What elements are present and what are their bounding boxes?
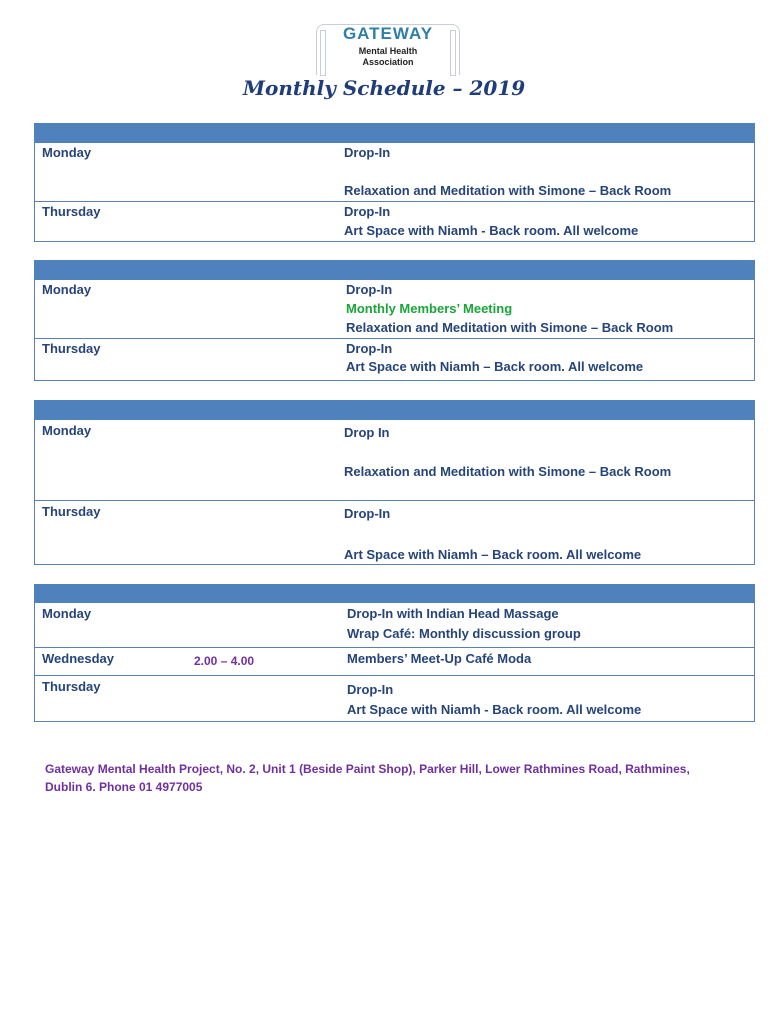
block-header-bar xyxy=(34,260,755,280)
row-activity: Wrap Café: Monthly discussion group xyxy=(347,626,581,641)
row-activity-highlight: Monthly Members’ Meeting xyxy=(346,301,513,316)
row-activity: Relaxation and Meditation with Simone – Back Room xyxy=(344,183,672,198)
row-activity: Art Space with Niamh - Back room. All welcome xyxy=(347,702,642,717)
row-activity: Art Space with Niamh - Back room. All welcome xyxy=(344,223,639,238)
footer-address xyxy=(45,760,735,796)
row-activity: Drop-In with Indian Head Massage xyxy=(347,606,559,621)
table-row xyxy=(34,676,755,722)
row-activity: Art Space with Niamh – Back room. All welcome xyxy=(344,547,642,562)
table-row xyxy=(34,143,755,202)
block-header-bar xyxy=(34,584,755,603)
footer-line: Gateway Mental Health Project, No. 2, Unit 1 (Beside Paint Shop), Parker Hill, Lower Rathmines Road, Rathmines, xyxy=(45,762,690,776)
logo-subtitle-line2: Association xyxy=(362,57,414,67)
row-activity: Drop-In xyxy=(344,204,391,219)
row-activity: Drop In xyxy=(344,425,390,440)
row-day: Thursday xyxy=(42,679,101,694)
row-day: Monday xyxy=(42,606,92,621)
table-row xyxy=(34,420,755,501)
row-activity: Drop-In xyxy=(344,506,391,521)
page-title: Monthly Schedule – 2019 xyxy=(242,76,526,100)
footer-line: Dublin 6. Phone 01 4977005 xyxy=(45,780,203,794)
row-day: Thursday xyxy=(42,341,101,356)
row-day: Wednesday xyxy=(42,651,115,666)
row-activity: Drop-In xyxy=(347,682,394,697)
row-activity: Relaxation and Meditation with Simone – Back Room xyxy=(344,464,672,479)
row-activity: Drop-In xyxy=(346,341,393,356)
row-time: 2.00 – 4.00 xyxy=(194,654,255,668)
row-activity: Art Space with Niamh – Back room. All welcome xyxy=(346,359,644,374)
schedule-block-3 xyxy=(34,400,755,565)
schedule-block-2 xyxy=(34,260,755,381)
row-day: Monday xyxy=(42,282,92,297)
table-row xyxy=(34,280,755,339)
schedule-block-1 xyxy=(34,123,755,242)
logo-subtitle-line1: Mental Health xyxy=(358,46,418,56)
row-day: Thursday xyxy=(42,204,101,219)
table-row xyxy=(34,648,755,676)
schedule-block-4 xyxy=(34,584,755,722)
row-activity: Relaxation and Meditation with Simone – Back Room xyxy=(346,320,674,335)
block-header-bar xyxy=(34,123,755,143)
row-day: Thursday xyxy=(42,504,101,519)
row-activity: Drop-In xyxy=(346,282,393,297)
row-activity: Drop-In xyxy=(344,145,391,160)
table-row xyxy=(34,202,755,242)
table-row xyxy=(34,603,755,648)
table-row xyxy=(34,339,755,381)
row-activity: Members’ Meet-Up Café Moda xyxy=(347,651,532,666)
row-day: Monday xyxy=(42,423,92,438)
gateway-logo xyxy=(316,24,460,76)
row-day: Monday xyxy=(42,145,92,160)
table-row xyxy=(34,501,755,565)
logo-brand: GATEWAY xyxy=(342,24,434,43)
block-header-bar xyxy=(34,400,755,420)
